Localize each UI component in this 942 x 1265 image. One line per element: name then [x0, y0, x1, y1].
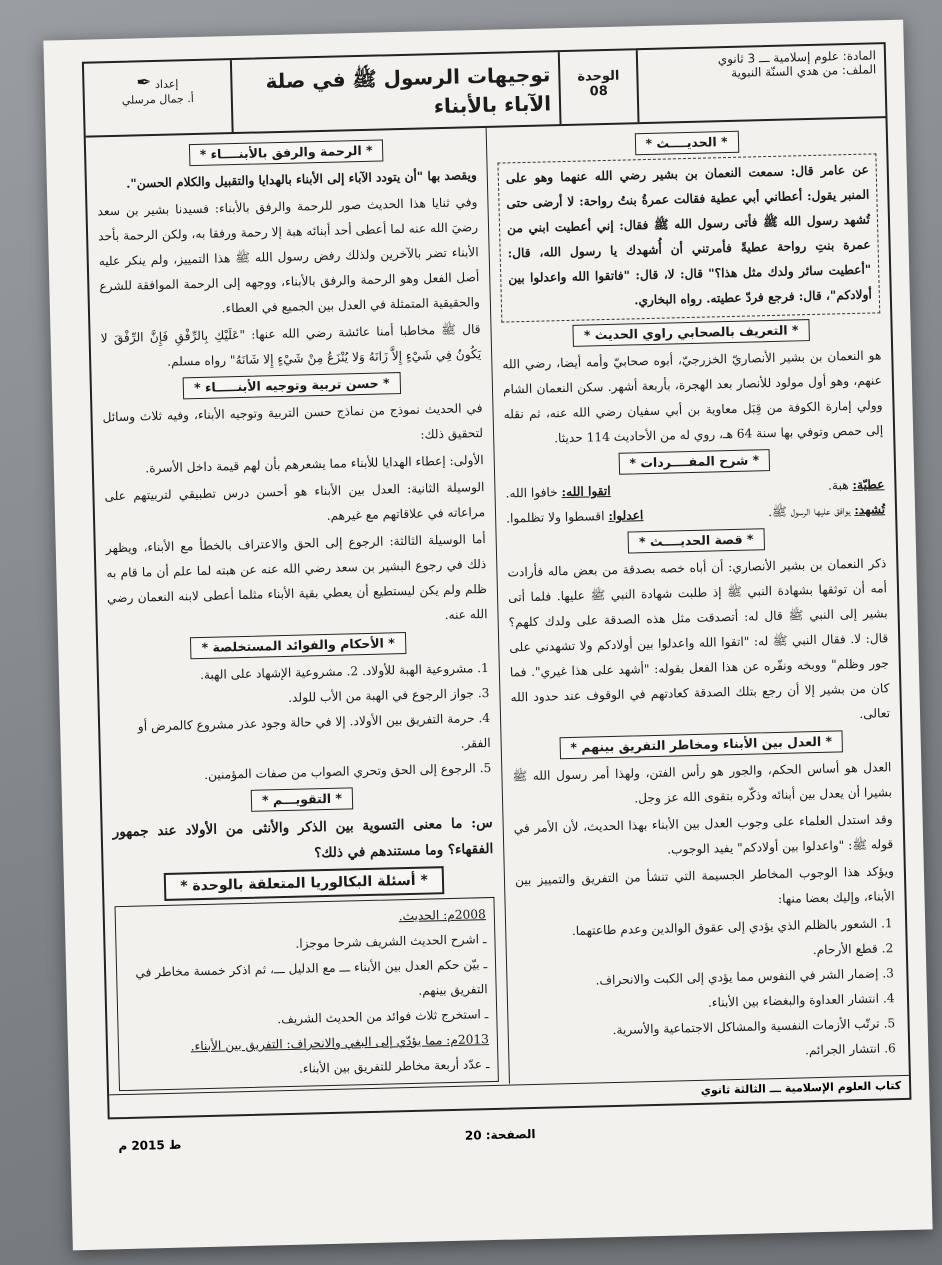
right-column: [486, 118, 909, 1083]
edition-label: ط 2015 م: [118, 1137, 182, 1154]
list-item: 2. قطع الأرحام.: [517, 937, 879, 971]
bac-question: ـ عدّد أربعة مخاطر للتفريق بين الأبناء.: [298, 1057, 490, 1076]
content-columns: [86, 118, 909, 1093]
file-label: الملف: من هدي السنّة النبوية: [730, 62, 877, 80]
author-box: [84, 60, 232, 136]
education-paragraph: في الحديث نموذج من نماذج حسن التربية وتوجيه الأبناء، وفيه ثلاث وسائل لتحقيق ذلك:: [102, 401, 484, 442]
justice-paragraph: وقد استدل العلماء على وجوب العدل بين الأبناء بهذا الحديث، لأن الأمر في قوله ﷺ: "واعدلوا بين أولادكم" يفيد الوجوب.: [513, 812, 894, 857]
worksheet-page: [43, 20, 932, 1251]
vocab-row: عطيّة: هبة. اتقوا الله: خافوا الله.: [505, 477, 885, 501]
narrator-text: هو النعمان بن بشير الأنصاريّ الخزرجيّ، أبوه صحابيّ وأمه أيضا، رضي الله عنهم، وهو أول مولود للأنصار بعد الهجرة، بأربعة أشهر. سكن النعمان الشام وولي إمارة الكوفة من قِبَل معاوية بن أبي سفيان رضي الله عنه، ثم نقله إلى حمص وتوفي بها سنة 64 هـ، روي له من الأحاديث 114 حديثا.: [502, 348, 884, 446]
rules-list: [109, 656, 492, 790]
bac-questions-box: [115, 897, 499, 1091]
list-item: 4. انتشار العداوة والبغضاء بين الأبناء.: [518, 987, 880, 1021]
hadith-heading: * الحديــــث *: [634, 131, 739, 156]
story-heading: * قصة الحديــــث *: [628, 528, 765, 553]
vocab-row: تُشهد: يوافق عليها الرسول ﷺ. اعدلوا: اقسطوا ولا تظلموا.: [505, 502, 886, 526]
dangers-list: [516, 911, 899, 1070]
bac-heading: * أسئلة البكالوريا المتعلقة بالوحدة *: [164, 866, 444, 901]
vocab-heading: * شرح المفــــردات *: [618, 449, 770, 475]
bac-question: ـ بيّن حكم العدل بين الأبناء ـــ مع الدليل ـــ، ثم اذكر خمسة مخاطر في التفريق بينهم.: [135, 957, 488, 998]
hadith-text: عن عامر قال: سمعت النعمان بن بشير رضي الله عنهما وهو على المنبر يقول: أعطاني أبي عطية فقالت عمرةُ بنتُ رواحة: لا أرضى حتى تُشهد رسول الله ﷺ فأتى رسول الله ﷺ فقال: إني أعطيت ابني من عمرة بنتِ رواحة عطيةً فأمرتني أن أُشهدك يا رسول الله، قال: "أعطيت سائر ولدك مثل هذا؟" قال: لا، قال: "فاتقوا الله واعدلوا بين أولادكم"، قال: فرجع فردّ عطيته. رواه البخاري.: [505, 162, 872, 308]
education-means: الوسيلة الثانية: العدل بين الأبناء هو أحسن درس تطبيقي لتربيتهم على مراعاته في علاقاتهم مع غيرهم.: [104, 480, 486, 523]
prepared-label: إعداد ✒: [136, 72, 179, 94]
mercy-paragraph: قال ﷺ مخاطبا أمنا عائشة رضي الله عنها: "عَلَيْكِ بِالرِّفْقِ فَإِنَّ الرِّفْقَ لا يَكُونُ فِي شَيْءٍ إِلاَّ زَانَهُ وَلا يُنْزَعُ مِنْ شَيْءٍ إِلا شَانَهُ" رواه مسلم.: [100, 322, 482, 369]
story-text: ذكر النعمان بن بشير الأنصاري: أن أباه خصه بصدقة من بعض ماله فأرادت أمه أن توثقها بشهادة النبي ﷺ إذ طلبت شهادة النبي ﷺ عليها. فلما أتى بشير إلى النبي ﷺ قال له: أتصدقت مثل هذه الصدقة على ولدك كلهم؟ قال: لا. فقال النبي ﷺ له: "اتقوا الله واعدلوا بين أولادكم ولا تشهدني على جور وظلم" ووبخه ونفّره عن هذا الفعل بقوله: "أشهد على هذا غيري". فما كان من بشير إلا أن رجع بتلك الصدقة كعادتهم في الوقوف عند حدود الله تعالى.: [507, 556, 891, 721]
author-name: أ. جمال مرسلي: [121, 92, 194, 107]
justice-heading: * العدل بين الأبناء ومخاطر التفريق بينهم *: [559, 730, 843, 759]
education-means: الأولى: إعطاء الهدايا للأبناء مما يشعرهم بأن لهم قيمة داخل الأسرة.: [145, 453, 484, 476]
pen-icon: ✒: [136, 72, 152, 94]
rules-heading: * الأحكام والفوائد المستخلصة *: [190, 632, 406, 659]
list-item: 4. حرمة التفريق بين الأولاد. إلا في حالة وجود عذر مشروع كالمرض أو الفقر.: [137, 710, 491, 751]
bac-question: ـ استخرج ثلاث فوائد من الحديث الشريف.: [277, 1007, 489, 1027]
justice-paragraph: ويؤكد هذا الوجوب المخاطر الجسيمة التي تنشأ من التفريق والتمييز بين الأبناء، وإليك بعضا منها:: [514, 864, 895, 906]
mercy-intro: ويقصد بها "أن يتودد الآباء إلى الأبناء بالهدايا والتقبيل والكلام الحسن".: [125, 168, 477, 191]
justice-paragraph: العدل هو أساس الحكم، والجور هو رأس الفتن، ولهذا أمر رسول الله ﷺ بشيرا أن يعدل بين أبنائه وذكّره بتقوى الله عز وجل.: [512, 760, 893, 806]
book-title: كتاب العلوم الإسلامية ـــ الثالثة ثانوي: [700, 1079, 902, 1097]
list-item: 5. ترتّب الأزمات النفسية والمشاكل الاجتماعية والأسرية.: [518, 1012, 880, 1046]
unit-number: الوحدة 08: [558, 50, 638, 124]
list-item: 1. مشروعية الهبة للأولاد. 2. مشروعية الإشهاد على الهبة.: [199, 660, 489, 683]
bac-year: 2008م: الحديث.: [398, 907, 486, 924]
page-number: الصفحة: 20: [464, 1126, 536, 1143]
bac-question: ـ اشرح الحديث الشريف شرحا موجزا.: [295, 932, 487, 951]
list-item: 3. جواز الرجوع في الهبة من الأب للولد.: [287, 685, 490, 705]
page-frame: [82, 42, 912, 1119]
subject-label: المادة: علوم إسلامية ـــ 3 ثانوي: [717, 48, 877, 67]
list-item: 1. الشعور بالظلم الذي يؤدي إلى عقوق الوالدين وعدم طاعتهما.: [516, 912, 878, 946]
education-means: أما الوسيلة الثالثة: الرجوع إلى الحق والاعتراف بالخطأ مع الأبناء، ويظهر ذلك في رجوع البشير بن سعد رضي الله عنه عن هبته لما علم أن ما قام به ظلم ولم يكن ليستطيع أن يعطي بقية الأبناء مثلما أعطى لابنه النعمان رضي الله عنه.: [105, 532, 488, 623]
evaluation-question: س: ما معنى التسوية بين الذكر والأنثى من الأولاد عند جمهور الفقهاء؟ وما مستندهم في ذلك؟: [112, 814, 494, 862]
narrator-heading: * التعريف بالصحابي راوي الحديث *: [573, 319, 810, 347]
subject-box: [636, 44, 886, 122]
page-title: توجيهات الرسول ﷺ في صلة الآباء بالأبناء: [230, 52, 560, 132]
evaluation-heading: * التقويـــم *: [251, 787, 354, 811]
left-column: [86, 128, 509, 1093]
education-heading: * حسن تربية وتوجيه الأبنـــــاء *: [183, 372, 401, 399]
bac-year: 2013م: مما يؤدّي إلى البغي والانحراف: التفريق بين الأبناء.: [190, 1032, 490, 1054]
hadith-box: [497, 153, 880, 322]
list-item: 5. الرجوع إلى الحق وتحري الصواب من صفات المؤمنين.: [203, 760, 492, 782]
mercy-paragraph: وفي ثنايا هذا الحديث صور للرحمة والرفق بالأبناء: فسيدنا بشير بن سعد رضيَ الله عنه لما أعطى أحد أبنائه هبة إلا رحمة ورفقا به، ولكن الرحمة بأحد الأبناء تضر بالآخرين ولذلك رفض رسول الله ﷺ هذا التمييز، ولم ينكر عليه أصل الفعل وهو الرحمة والرفق بالأبناء، ووجهه إلى الرحمة الموافقة للشرع والحقيقية المتمثلة في العدل بين الجميع في العطاء.: [97, 195, 481, 316]
list-item: 6. انتشار الجرائم.: [519, 1037, 881, 1071]
mercy-heading: * الرحمة والرفق بالأبنــــاء *: [188, 139, 383, 166]
list-item: 3. إضمار الشر في النفوس مما يؤدي إلى الكبت والانحراف.: [517, 962, 879, 996]
